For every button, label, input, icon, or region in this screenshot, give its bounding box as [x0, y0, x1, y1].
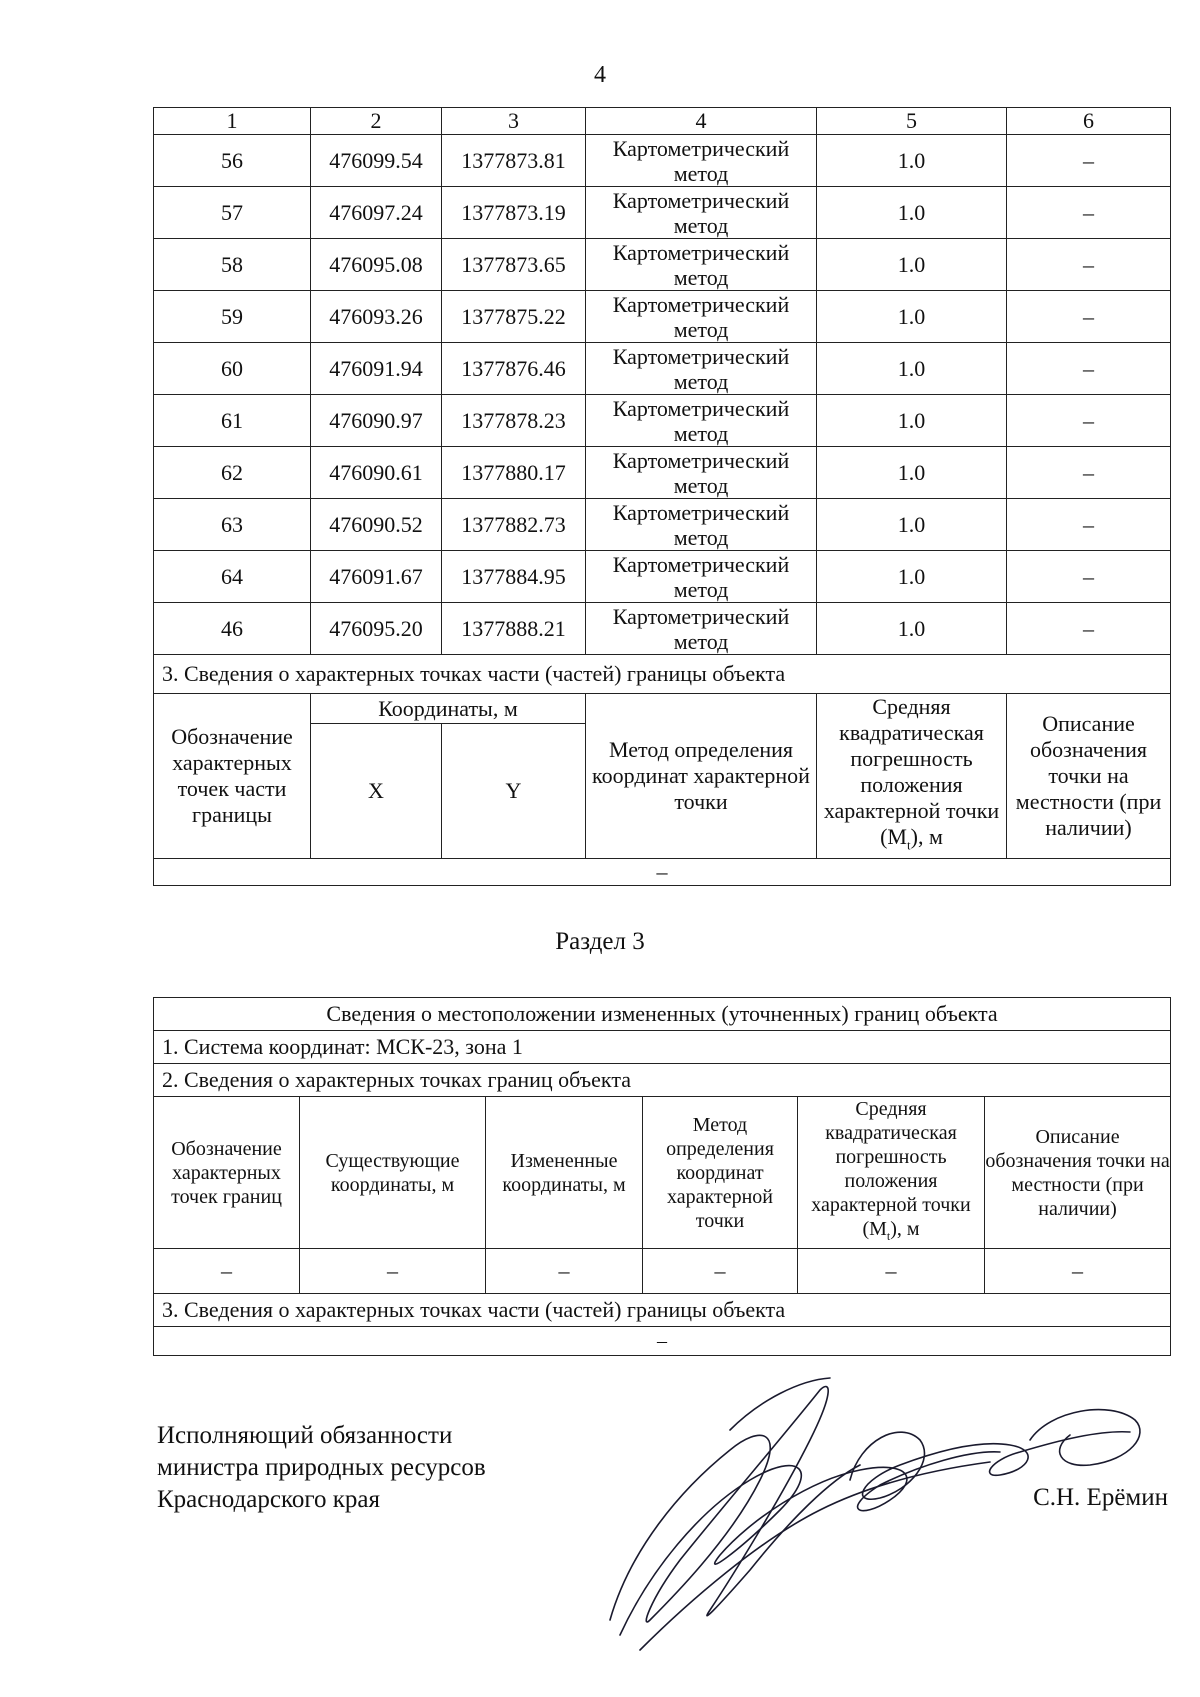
- title-row: [154, 998, 1171, 1031]
- description: –: [1007, 343, 1171, 395]
- empty-row: [154, 1327, 1171, 1356]
- info-row: [154, 1064, 1171, 1097]
- description: –: [1007, 447, 1171, 499]
- table-row: [154, 447, 1171, 499]
- boundary-points-table: [153, 107, 1171, 886]
- method: Картометрический метод: [586, 499, 817, 551]
- header-accuracy-sub: t: [886, 1229, 891, 1243]
- section3-title: 3. Сведения о характерных точках части (частей) границы объекта: [154, 655, 1171, 694]
- table-row: [154, 135, 1171, 187]
- header-x: X: [311, 724, 442, 859]
- accuracy: 1.0: [817, 603, 1007, 655]
- accuracy: 1.0: [817, 187, 1007, 239]
- signatory-position: [157, 1420, 486, 1516]
- method: Картометрический метод: [586, 447, 817, 499]
- col-number: 3: [442, 108, 586, 135]
- coord-y: 1377882.73: [442, 499, 586, 551]
- points-title: 2. Сведения о характерных точках границ объекта: [154, 1064, 1171, 1097]
- col-number: 4: [586, 108, 817, 135]
- header-method: Метод определения координат характерной точки: [586, 694, 817, 859]
- page-number: 4: [594, 62, 606, 88]
- header-coordinates: Координаты, м: [311, 694, 586, 724]
- coord-x: 476097.24: [311, 187, 442, 239]
- method: Картометрический метод: [586, 291, 817, 343]
- coord-y: 1377873.19: [442, 187, 586, 239]
- empty-value: –: [154, 1327, 1171, 1356]
- position-line: министра природных ресурсов: [157, 1454, 486, 1481]
- table-row: [154, 551, 1171, 603]
- description: –: [1007, 187, 1171, 239]
- coord-y: 1377880.17: [442, 447, 586, 499]
- point-id: 60: [154, 343, 311, 395]
- description: –: [1007, 395, 1171, 447]
- col-number: 6: [1007, 108, 1171, 135]
- dash-cell: –: [798, 1249, 985, 1294]
- section-row: [154, 655, 1171, 694]
- empty-row: [154, 859, 1171, 886]
- signatory-name: С.Н. Ерёмин: [1033, 1484, 1168, 1511]
- info-row: [154, 1031, 1171, 1064]
- coord-y: 1377873.65: [442, 239, 586, 291]
- coord-x: 476090.52: [311, 499, 442, 551]
- header-existing: Существующие координаты, м: [300, 1097, 486, 1249]
- method: Картометрический метод: [586, 395, 817, 447]
- position-line: Краснодарского края: [157, 1486, 380, 1513]
- header-accuracy-text: Средняя квадратическая погрешность положения характерной точки (M: [811, 1098, 971, 1240]
- coord-x: 476095.20: [311, 603, 442, 655]
- dash-cell: –: [643, 1249, 798, 1294]
- table-row: [154, 1249, 1171, 1294]
- point-id: 46: [154, 603, 311, 655]
- header-accuracy-unit: ), м: [910, 824, 943, 849]
- description: –: [1007, 551, 1171, 603]
- table-row: [154, 395, 1171, 447]
- empty-value: –: [154, 859, 1171, 886]
- accuracy: 1.0: [817, 135, 1007, 187]
- coord-y: 1377878.23: [442, 395, 586, 447]
- section-row: [154, 1294, 1171, 1327]
- accuracy: 1.0: [817, 239, 1007, 291]
- coord-x: 476093.26: [311, 291, 442, 343]
- accuracy: 1.0: [817, 551, 1007, 603]
- coord-y: 1377876.46: [442, 343, 586, 395]
- handwritten-signature: [590, 1370, 1150, 1660]
- description: –: [1007, 239, 1171, 291]
- accuracy: 1.0: [817, 395, 1007, 447]
- col-number: 5: [817, 108, 1007, 135]
- dash-cell: –: [486, 1249, 643, 1294]
- accuracy: 1.0: [817, 291, 1007, 343]
- point-id: 56: [154, 135, 311, 187]
- header-row: [154, 694, 1171, 724]
- coord-y: 1377888.21: [442, 603, 586, 655]
- coord-y: 1377873.81: [442, 135, 586, 187]
- column-number-row: [154, 108, 1171, 135]
- section-heading: Раздел 3: [555, 928, 645, 955]
- header-accuracy: [817, 694, 1007, 859]
- dash-cell: –: [154, 1249, 300, 1294]
- table-row: [154, 343, 1171, 395]
- point-id: 58: [154, 239, 311, 291]
- section3-title: 3. Сведения о характерных точках части (частей) границы объекта: [154, 1294, 1171, 1327]
- accuracy: 1.0: [817, 343, 1007, 395]
- coord-x: 476095.08: [311, 239, 442, 291]
- coord-x: 476091.67: [311, 551, 442, 603]
- col-number: 2: [311, 108, 442, 135]
- accuracy: 1.0: [817, 447, 1007, 499]
- point-id: 57: [154, 187, 311, 239]
- accuracy: 1.0: [817, 499, 1007, 551]
- header-designation: Обозначение характерных точек части границы: [154, 694, 311, 859]
- header-changed: Измененные координаты, м: [486, 1097, 643, 1249]
- header-row: [154, 1097, 1171, 1249]
- coord-x: 476090.97: [311, 395, 442, 447]
- header-method: Метод определения координат характерной точки: [643, 1097, 798, 1249]
- header-accuracy-text: Средняя квадратическая погрешность положения характерной точки (M: [823, 694, 1000, 849]
- coord-x: 476090.61: [311, 447, 442, 499]
- header-accuracy: [798, 1097, 985, 1249]
- header-y: Y: [442, 724, 586, 859]
- point-id: 61: [154, 395, 311, 447]
- table-row: [154, 187, 1171, 239]
- header-description: Описание обозначения точки на местности (при наличии): [1007, 694, 1171, 859]
- header-accuracy-unit: ), м: [890, 1218, 920, 1240]
- method: Картометрический метод: [586, 187, 817, 239]
- method: Картометрический метод: [586, 551, 817, 603]
- table-row: [154, 499, 1171, 551]
- method: Картометрический метод: [586, 343, 817, 395]
- description: –: [1007, 499, 1171, 551]
- col-number: 1: [154, 108, 311, 135]
- coord-y: 1377875.22: [442, 291, 586, 343]
- point-id: 62: [154, 447, 311, 499]
- header-designation: Обозначение характерных точек границ: [154, 1097, 300, 1249]
- table-row: [154, 291, 1171, 343]
- method: Картометрический метод: [586, 603, 817, 655]
- description: –: [1007, 135, 1171, 187]
- table-row: [154, 239, 1171, 291]
- point-id: 63: [154, 499, 311, 551]
- coord-x: 476091.94: [311, 343, 442, 395]
- coord-y: 1377884.95: [442, 551, 586, 603]
- header-accuracy-sub: t: [907, 837, 911, 853]
- dash-cell: –: [300, 1249, 486, 1294]
- method: Картометрический метод: [586, 239, 817, 291]
- table-row: [154, 603, 1171, 655]
- dash-cell: –: [985, 1249, 1171, 1294]
- coord-system: 1. Система координат: МСК-23, зона 1: [154, 1031, 1171, 1064]
- table-title: Сведения о местоположении измененных (уточненных) границ объекта: [154, 998, 1171, 1031]
- point-id: 59: [154, 291, 311, 343]
- position-line: Исполняющий обязанности: [157, 1422, 453, 1449]
- method: Картометрический метод: [586, 135, 817, 187]
- changed-boundaries-table: [153, 997, 1171, 1356]
- coord-x: 476099.54: [311, 135, 442, 187]
- header-description: Описание обозначения точки на местности (при наличии): [985, 1097, 1171, 1249]
- point-id: 64: [154, 551, 311, 603]
- description: –: [1007, 603, 1171, 655]
- description: –: [1007, 291, 1171, 343]
